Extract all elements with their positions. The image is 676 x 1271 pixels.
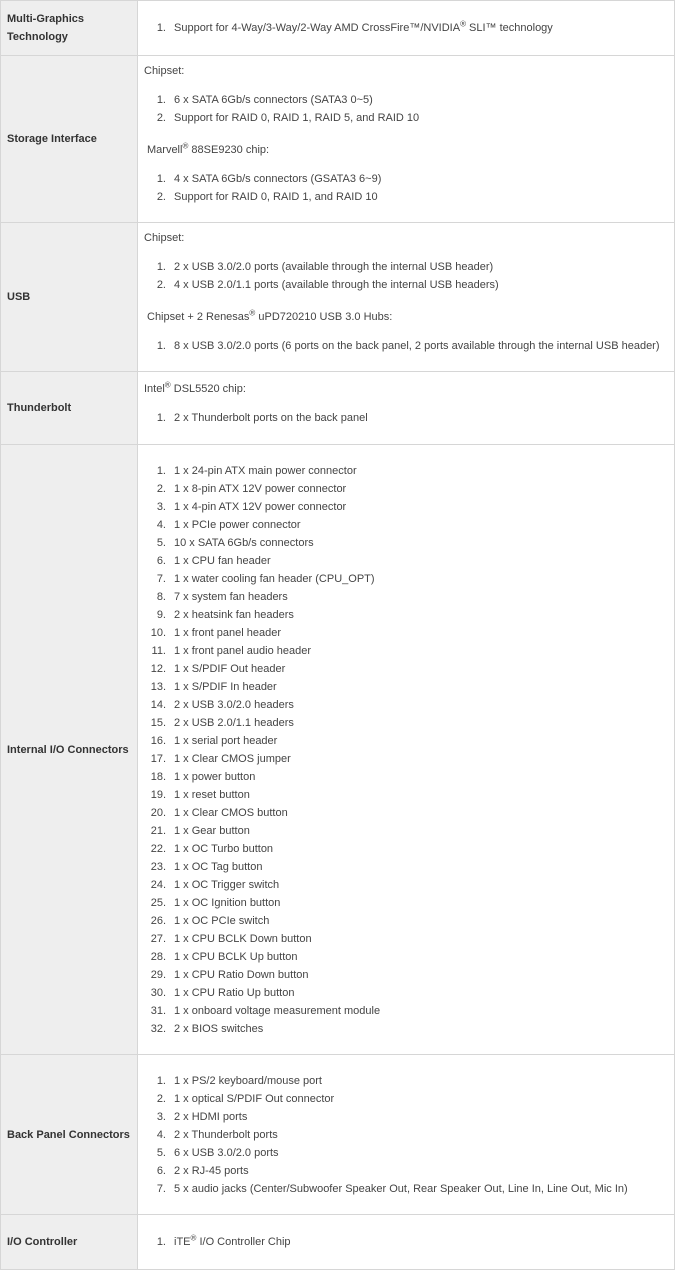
list-item-text: 6 x USB 3.0/2.0 ports [174, 1146, 279, 1159]
list-item: 25. 1 x OC Ignition button [150, 896, 281, 909]
spec-label: I/O Controller [1, 1215, 138, 1270]
group-title: Chipset: [144, 232, 185, 244]
list-item-text: 1 x OC Ignition button [174, 896, 281, 909]
list-item: 19. 1 x reset button [150, 788, 250, 801]
spec-row [1, 1, 675, 56]
list-item-text: 1 x CPU fan header [174, 554, 271, 567]
spec-row [1, 1215, 675, 1270]
spec-row [1, 445, 675, 1055]
list-item: 8. 7 x system fan headers [156, 590, 288, 603]
list-item-text: 1 x 4-pin ATX 12V power connector [174, 500, 347, 513]
list-item: 3. 2 x HDMI ports [156, 1110, 248, 1123]
list-item: 1. Support for 4-Way/3-Way/2-Way AMD CrossFire™/NVIDIA® SLI™ technology [156, 19, 553, 34]
list-item-text: 1 x CPU Ratio Up button [174, 986, 295, 999]
list-item: 1. iTE® I/O Controller Chip [156, 1233, 291, 1248]
list-item-text: 1 x S/PDIF Out header [174, 662, 286, 675]
list-item-text: 1 x front panel header [174, 626, 282, 639]
spec-list [144, 462, 668, 1038]
list-item-text: 1 x OC Tag button [174, 860, 263, 873]
list-item: 14. 2 x USB 3.0/2.0 headers [150, 698, 294, 711]
list-item-text: 6 x SATA 6Gb/s connectors (SATA3 0~5) [174, 94, 373, 106]
list-item-text: 1 x Clear CMOS button [174, 806, 288, 819]
spec-value [138, 445, 675, 1055]
list-item: 1. 1 x PS/2 keyboard/mouse port [156, 1074, 322, 1087]
list-item-text: Support for RAID 0, RAID 1, RAID 5, and RAID 10 [174, 112, 420, 124]
spec-label: Thunderbolt [1, 372, 138, 445]
list-item: 3. 1 x 4-pin ATX 12V power connector [156, 500, 347, 513]
list-item: 7. 5 x audio jacks (Center/Subwoofer Speaker Out, Rear Speaker Out, Line In, Line Out, Mic In) [156, 1182, 628, 1195]
spec-value [138, 1215, 675, 1270]
list-item-text: 2 x USB 2.0/1.1 headers [174, 716, 294, 729]
list-item: 28. 1 x CPU BCLK Up button [150, 950, 298, 963]
list-item: 20. 1 x Clear CMOS button [150, 806, 288, 819]
list-item-text: 1 x front panel audio header [174, 644, 311, 657]
group-title: Chipset + 2 Renesas® uPD720210 USB 3.0 Hubs: [147, 308, 393, 323]
list-item: 4. 1 x PCIe power connector [156, 518, 301, 531]
list-item-text: 1 x 8-pin ATX 12V power connector [174, 482, 347, 495]
spec-list [144, 258, 668, 294]
spec-row [1, 1055, 675, 1215]
spec-label: Back Panel Connectors [1, 1055, 138, 1215]
list-item-text: 10 x SATA 6Gb/s connectors [174, 536, 314, 549]
list-item: 22. 1 x OC Turbo button [150, 842, 274, 855]
list-item: 2. Support for RAID 0, RAID 1, RAID 5, and RAID 10 [156, 112, 420, 124]
list-item-text: Support for 4-Way/3-Way/2-Way AMD CrossFire™/NVIDIA® SLI™ technology [174, 19, 553, 34]
list-item-text: 8 x USB 3.0/2.0 ports (6 ports on the back panel, 2 ports available through the internal USB header) [174, 340, 660, 352]
list-item: 1. 1 x 24-pin ATX main power connector [156, 464, 357, 477]
spec-value [138, 223, 675, 372]
list-item-text: 1 x PCIe power connector [174, 518, 301, 531]
list-item: 5. 10 x SATA 6Gb/s connectors [156, 536, 314, 549]
list-item-text: 1 x power button [174, 770, 256, 783]
list-item: 23. 1 x OC Tag button [150, 860, 263, 873]
list-item-text: 1 x 24-pin ATX main power connector [174, 464, 357, 477]
spec-list [144, 19, 668, 37]
list-item: 17. 1 x Clear CMOS jumper [150, 752, 291, 765]
list-item: 13. 1 x S/PDIF In header [150, 680, 277, 693]
group-title: Chipset: [144, 65, 185, 77]
list-item-text: 2 x Thunderbolt ports on the back panel [174, 412, 368, 424]
list-item-text: 1 x serial port header [174, 734, 278, 747]
spec-list [144, 409, 668, 427]
list-item: 21. 1 x Gear button [150, 824, 250, 837]
list-item-text: 4 x SATA 6Gb/s connectors (GSATA3 6~9) [174, 173, 382, 185]
list-item: 16. 1 x serial port header [150, 734, 278, 747]
list-item: 12. 1 x S/PDIF Out header [150, 662, 286, 675]
list-item: 2. 4 x USB 2.0/1.1 ports (available through the internal USB headers) [156, 279, 499, 291]
list-item-text: 2 x USB 3.0/2.0 ports (available through the internal USB header) [174, 261, 494, 273]
list-item-text: iTE® I/O Controller Chip [174, 1233, 291, 1248]
list-item: 26. 1 x OC PCIe switch [150, 914, 270, 927]
list-item-text: 2 x USB 3.0/2.0 headers [174, 698, 294, 711]
list-item: 11. 1 x front panel audio header [151, 644, 311, 657]
list-item-text: 1 x OC PCIe switch [174, 914, 270, 927]
spec-list [144, 91, 668, 127]
list-item-text: 1 x CPU BCLK Up button [174, 950, 298, 963]
spec-table-body [1, 1, 675, 1270]
spec-row [1, 56, 675, 223]
spec-value [138, 372, 675, 445]
list-item: 2. Support for RAID 0, RAID 1, and RAID 10 [156, 191, 378, 203]
list-item-text: 2 x heatsink fan headers [174, 608, 294, 621]
list-item-text: 1 x OC Turbo button [174, 842, 274, 855]
list-item-text: 1 x optical S/PDIF Out connector [174, 1092, 335, 1105]
list-item: 5. 6 x USB 3.0/2.0 ports [156, 1146, 279, 1159]
group-title: Intel® DSL5520 chip: [144, 380, 246, 395]
list-item-text: 1 x onboard voltage measurement module [174, 1004, 381, 1017]
list-item: 1. 2 x USB 3.0/2.0 ports (available through the internal USB header) [156, 261, 494, 273]
list-item-text: 1 x water cooling fan header (CPU_OPT) [174, 572, 375, 585]
spec-label: Internal I/O Connectors [1, 445, 138, 1055]
list-item: 32. 2 x BIOS switches [150, 1022, 264, 1035]
list-item-text: 1 x reset button [174, 788, 250, 801]
spec-list [144, 170, 668, 206]
list-item: 24. 1 x OC Trigger switch [150, 878, 280, 891]
list-item: 7. 1 x water cooling fan header (CPU_OPT) [156, 572, 375, 585]
list-item: 2. 1 x optical S/PDIF Out connector [156, 1092, 335, 1105]
list-item: 1. 6 x SATA 6Gb/s connectors (SATA3 0~5) [156, 94, 373, 106]
list-item: 10. 1 x front panel header [150, 626, 282, 639]
list-item: 31. 1 x onboard voltage measurement module [150, 1004, 381, 1017]
list-item: 6. 1 x CPU fan header [156, 554, 271, 567]
list-item-text: 4 x USB 2.0/1.1 ports (available through the internal USB headers) [174, 279, 499, 291]
list-item: 2. 1 x 8-pin ATX 12V power connector [156, 482, 347, 495]
spec-list [144, 337, 668, 355]
spec-label: Storage Interface [1, 56, 138, 223]
spec-label: Multi-Graphics Technology [1, 1, 138, 56]
list-item: 27. 1 x CPU BCLK Down button [150, 932, 312, 945]
list-item-text: 2 x HDMI ports [174, 1110, 248, 1123]
list-item: 4. 2 x Thunderbolt ports [156, 1128, 278, 1141]
spec-row [1, 223, 675, 372]
list-item-text: 1 x S/PDIF In header [174, 680, 277, 693]
spec-list [144, 1233, 668, 1251]
list-item: 18. 1 x power button [150, 770, 256, 783]
list-item-text: 1 x OC Trigger switch [174, 878, 280, 891]
spec-list [144, 1072, 668, 1198]
list-item-text: 2 x BIOS switches [174, 1022, 264, 1035]
group-title: Marvell® 88SE9230 chip: [147, 141, 270, 156]
list-item-text: 1 x Clear CMOS jumper [174, 752, 291, 765]
list-item-text: 1 x CPU Ratio Down button [174, 968, 309, 981]
list-item: 1. 8 x USB 3.0/2.0 ports (6 ports on the back panel, 2 ports available through the internal USB header) [156, 340, 660, 352]
spec-value [138, 1, 675, 56]
list-item-text: 2 x Thunderbolt ports [174, 1128, 278, 1141]
list-item: 6. 2 x RJ-45 ports [156, 1164, 249, 1177]
list-item-text: 1 x CPU BCLK Down button [174, 932, 312, 945]
list-item: 9. 2 x heatsink fan headers [156, 608, 294, 621]
list-item: 30. 1 x CPU Ratio Up button [150, 986, 295, 999]
list-item-text: 5 x audio jacks (Center/Subwoofer Speaker Out, Rear Speaker Out, Line In, Line Out, Mic In) [174, 1182, 628, 1195]
list-item-text: 7 x system fan headers [174, 590, 288, 603]
list-item-text: 1 x Gear button [174, 824, 250, 837]
list-item: 15. 2 x USB 2.0/1.1 headers [150, 716, 294, 729]
list-item-text: 1 x PS/2 keyboard/mouse port [174, 1074, 322, 1087]
list-item: 1. 2 x Thunderbolt ports on the back panel [156, 412, 368, 424]
spec-row [1, 372, 675, 445]
spec-label: USB [1, 223, 138, 372]
list-item: 29. 1 x CPU Ratio Down button [150, 968, 309, 981]
spec-value [138, 1055, 675, 1215]
list-item-text: Support for RAID 0, RAID 1, and RAID 10 [174, 191, 378, 203]
list-item: 1. 4 x SATA 6Gb/s connectors (GSATA3 6~9) [156, 173, 382, 185]
spec-value [138, 56, 675, 223]
list-item-text: 2 x RJ-45 ports [174, 1164, 249, 1177]
